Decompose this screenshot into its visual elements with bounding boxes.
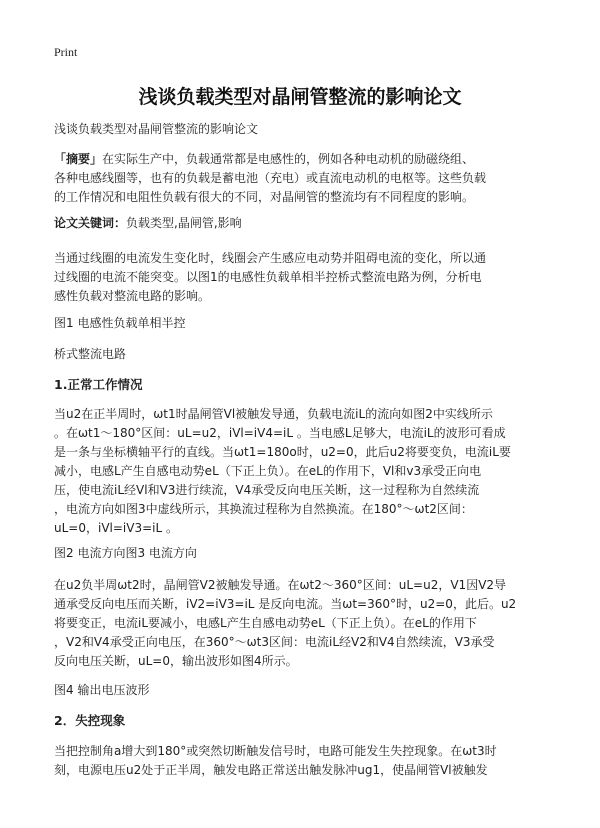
section-2-heading: 2．失控现象 (54, 713, 126, 728)
figure-1-caption: 图1 电感性负载单相半控 (54, 316, 186, 330)
paragraph-line: 在u2负半周ωt2时，晶闸管V2被触发导通。在ωt2～360°区间：uL=u2，V1因V2导 (54, 578, 507, 592)
figure-4-caption: 图4 输出电压波形 (54, 683, 150, 697)
section-2-paragraph (54, 742, 546, 780)
section-2-line: 当把控制角a增大到180°或突然切断触发信号时，电路可能发生失控现象。在ωt3时 (54, 744, 497, 758)
intro-paragraph (54, 249, 546, 306)
paragraph-line: 通承受反向电压而关断，iV2=iV3=iL 是反向电流。当ωt=360°时，u2=0，此后。u2 (54, 597, 517, 611)
abstract-line: 各种电感线圈等，也有的负载是蓄电池（充电）或直流电动机的电枢等。这些负载 (54, 171, 487, 185)
section-1-line: 是一条与坐标横轴平行的直线。当ωt1=180o时，u2=0，此后u2将要变负，电流iL要 (54, 445, 511, 459)
abstract-line (54, 150, 546, 169)
subtitle: 浅谈负载类型对晶闸管整流的影响论文 (54, 122, 259, 136)
print-link[interactable]: Print (54, 45, 78, 59)
abstract-line: 的工作情况和电阻性负载有很大的不同，对晶闸管的整流均有不同程度的影响。 (54, 190, 475, 204)
section-1-line: 减小，电感L产生自感电动势eL（下正上负）。在eL的作用下，Vl和v3承受正向电 (54, 464, 482, 478)
abstract-label: 「摘要」 (54, 152, 103, 166)
figure-1-caption-continued: 桥式整流电路 (54, 347, 127, 361)
section-1-line: 压，使电流iL经Vl和V3进行续流，V4承受反向电压关断，这一过程称为自然续流 (54, 483, 480, 497)
section-1-line: 。在ωt1～180°区间：uL=u2，iVl=iV4=iL 。当电感L足够大，电流iL的波形可看成 (54, 426, 506, 440)
page-title: 浅谈负载类型对晶闸管整流的影响论文 (138, 86, 462, 108)
keywords-label: 论文关键词： (54, 216, 127, 230)
section-1-line: uL=0，iVl=iV3=iL 。 (54, 521, 178, 535)
intro-line: 当通过线圈的电流发生变化时，线圈会产生感应电动势并阻碍电流的变化，所以通 (54, 251, 487, 265)
section-1-paragraph (54, 405, 546, 538)
keywords-text: 负载类型,晶闸管,影响 (126, 216, 242, 230)
section-2-line: 刻，电源电压u2处于正半周，触发电路正常送出触发脉冲ug1，使晶闸管Vl被触发 (54, 763, 488, 777)
section-1-line: 当u2在正半周时，ωt1时晶闸管Vl被触发导通，负载电流iL的流向如图2中实线所示 (54, 407, 493, 421)
paragraph-line: 将要变正，电流iL要减小，电感L产生自感电动势eL（下正上负）。在eL的作用下 (54, 616, 477, 630)
abstract-text: 在实际生产中，负载通常都是电感性的，例如各种电动机的励磁绕组、 (102, 152, 475, 166)
section-1-heading: 1.正常工作情况 (54, 377, 143, 392)
section-1-line: ，电流方向如图3中虚线所示，其换流过程称为自然换流。在180°～ωt2区间： (54, 502, 473, 516)
paragraph-line: 反向电压关断，uL=0，输出波形如图4所示。 (54, 654, 298, 668)
intro-line: 感性负载对整流电路的影响。 (54, 289, 211, 303)
paragraph-line: ，V2和V4承受正向电压，在360°～ωt3区间：电流iL经V2和V4自然续流，V3承受 (54, 635, 495, 649)
abstract-paragraph (54, 150, 546, 207)
keywords-line (54, 214, 546, 233)
paragraph-negative-half (54, 576, 546, 671)
intro-line: 过线圈的电流不能突变。以图1的电感性负载单相半控桥式整流电路为例，分析电 (54, 270, 482, 284)
figure-2-3-caption: 图2 电流方向图3 电流方向 (54, 546, 197, 560)
